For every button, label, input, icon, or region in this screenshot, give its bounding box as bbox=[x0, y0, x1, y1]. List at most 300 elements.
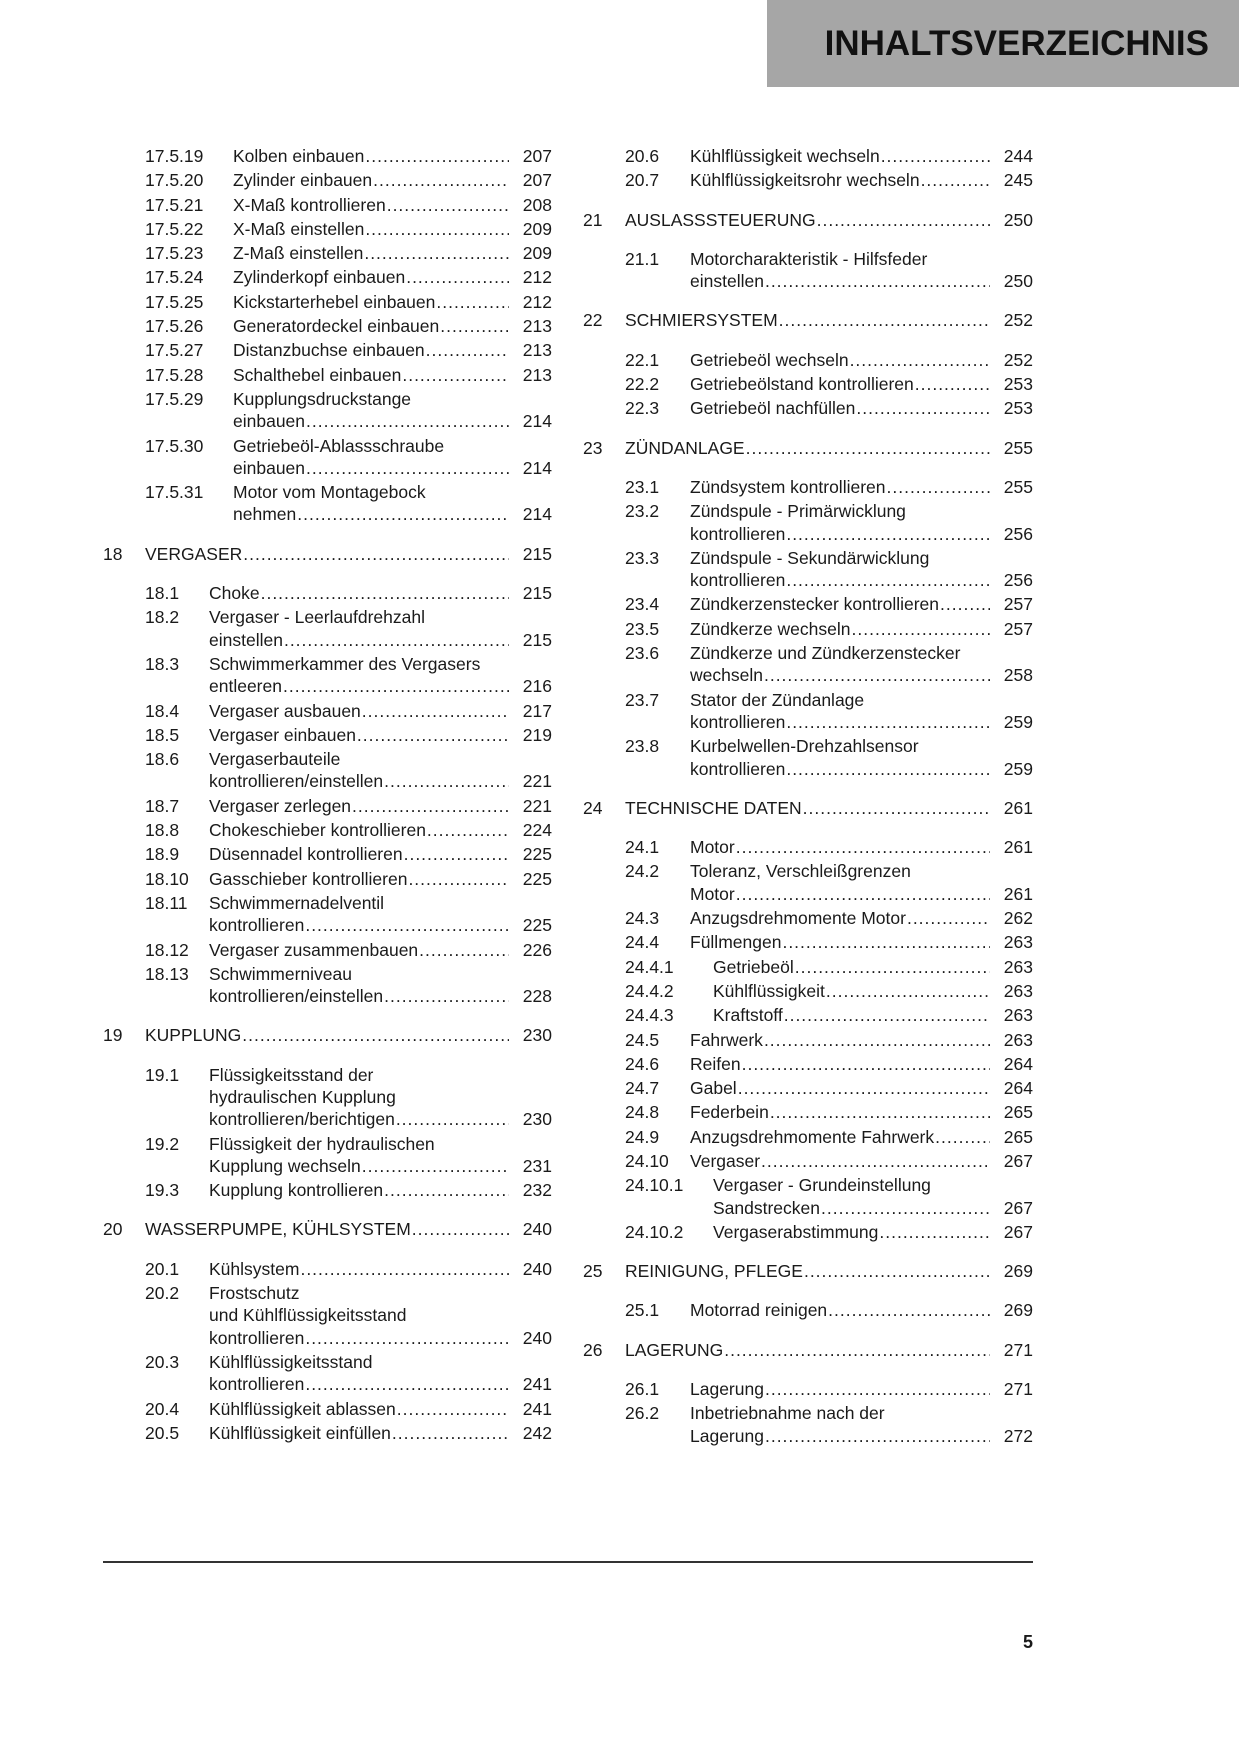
toc-entry[interactable] bbox=[103, 746, 552, 793]
toc-entry[interactable] bbox=[103, 1256, 552, 1280]
toc-entry[interactable] bbox=[103, 362, 552, 386]
toc-entry-title: Federbein bbox=[690, 1102, 769, 1123]
toc-entry[interactable] bbox=[103, 143, 552, 167]
toc-entry-page: 226 bbox=[522, 939, 552, 960]
toc-entry-page: 263 bbox=[1003, 932, 1033, 953]
toc-entry[interactable] bbox=[583, 687, 1033, 734]
toc-leader-dots bbox=[795, 956, 990, 978]
toc-leader-dots bbox=[821, 1197, 990, 1219]
toc-entry[interactable] bbox=[583, 1051, 1033, 1075]
toc-entry-page: 271 bbox=[1003, 1339, 1033, 1360]
toc-leader-dots bbox=[365, 145, 509, 167]
toc-entry-title: Kühlflüssigkeit einfüllen bbox=[209, 1422, 391, 1443]
toc-entry-title: Frostschutz bbox=[209, 1283, 300, 1304]
toc-entry[interactable] bbox=[103, 651, 552, 698]
toc-entry-page: 225 bbox=[522, 915, 552, 936]
toc-entry-page: 264 bbox=[1003, 1078, 1033, 1099]
toc-entry-title: REINIGUNG, PFLEGE bbox=[625, 1261, 803, 1282]
toc-chapter[interactable] bbox=[583, 307, 1033, 331]
toc-entry-page: 213 bbox=[522, 340, 552, 361]
toc-entry-number: 17.5.21 bbox=[145, 194, 204, 215]
toc-entry-page: 231 bbox=[522, 1155, 552, 1176]
toc-entry[interactable] bbox=[583, 371, 1033, 395]
toc-entry-page: 240 bbox=[522, 1258, 552, 1279]
toc-leader-dots bbox=[426, 339, 509, 361]
toc-entry-title: und Kühlflüssigkeitsstand bbox=[209, 1305, 407, 1326]
toc-entry-number: 25 bbox=[583, 1261, 603, 1282]
toc-entry[interactable] bbox=[103, 192, 552, 216]
toc-leader-dots bbox=[427, 819, 509, 841]
toc-leader-dots bbox=[784, 1004, 990, 1026]
toc-entry-number: 18.4 bbox=[145, 700, 180, 721]
toc-leader-dots bbox=[392, 1422, 509, 1444]
toc-entry-title: kontrollieren bbox=[690, 523, 786, 544]
toc-entry-page: 244 bbox=[1003, 146, 1033, 166]
toc-entry[interactable] bbox=[583, 640, 1033, 687]
toc-entry-title: Anzugsdrehmomente Motor bbox=[690, 908, 906, 929]
page-number: 5 bbox=[1022, 1632, 1033, 1652]
toc-entry-title: Schwimmerniveau bbox=[209, 963, 352, 984]
toc-chapter[interactable] bbox=[583, 795, 1033, 819]
toc-entry-title: Getriebeöl-Ablassschraube bbox=[233, 435, 445, 456]
toc-entry-number: 20.1 bbox=[145, 1258, 180, 1279]
toc-entry-page: 240 bbox=[522, 1219, 552, 1240]
toc-entry-title: kontrollieren bbox=[209, 915, 305, 936]
toc-entry[interactable] bbox=[583, 545, 1033, 592]
toc-leader-dots bbox=[412, 1218, 509, 1240]
toc-entry-page: 219 bbox=[522, 724, 552, 745]
toc-entry[interactable] bbox=[103, 817, 552, 841]
toc-entry[interactable] bbox=[583, 1027, 1033, 1051]
toc-column-right bbox=[583, 143, 1033, 1447]
toc-entry-page: 263 bbox=[1003, 1029, 1033, 1050]
toc-chapter[interactable] bbox=[103, 1216, 552, 1240]
toc-entry-number: 19 bbox=[103, 1025, 123, 1046]
toc-leader-dots bbox=[738, 1077, 990, 1099]
toc-entry-page: 214 bbox=[522, 504, 552, 525]
toc-entry-title: X-Maß kontrollieren bbox=[233, 194, 386, 215]
toc-entry-title: Zündkerze und Zündkerzenstecker bbox=[690, 643, 961, 664]
toc-entry-title: kontrollieren bbox=[209, 1327, 305, 1348]
toc-entry[interactable] bbox=[583, 954, 1033, 978]
toc-chapter[interactable] bbox=[103, 541, 552, 565]
toc-leader-dots bbox=[856, 397, 990, 419]
toc-entry-number: 22.3 bbox=[625, 398, 660, 419]
toc-entry-page: 232 bbox=[522, 1180, 552, 1201]
toc-entry-title: Toleranz, Verschleißgrenzen bbox=[690, 861, 911, 882]
toc-entry-title: Zylinder einbauen bbox=[233, 170, 373, 191]
toc-entry-number: 23.7 bbox=[625, 689, 660, 710]
toc-entry-number: 18.9 bbox=[145, 844, 180, 865]
toc-entry[interactable] bbox=[103, 386, 552, 433]
toc-leader-dots bbox=[397, 1398, 509, 1420]
toc-entry-page: 265 bbox=[1003, 1126, 1033, 1147]
toc-entry[interactable] bbox=[583, 498, 1033, 545]
toc-entry-number: 20.7 bbox=[625, 170, 660, 191]
toc-entry-number: 23 bbox=[583, 437, 603, 458]
toc-entry-page: 272 bbox=[1003, 1425, 1033, 1446]
toc-leader-dots bbox=[770, 1101, 990, 1123]
toc-chapter[interactable] bbox=[583, 1337, 1033, 1361]
toc-entry-page: 209 bbox=[522, 218, 552, 239]
toc-entry[interactable] bbox=[103, 937, 552, 961]
toc-entry-title: Z-Maß einstellen bbox=[233, 243, 364, 264]
toc-entry-number: 20.6 bbox=[625, 146, 660, 166]
toc-entry-title: Vergaserabstimmung bbox=[713, 1221, 879, 1242]
toc-entry-number: 20.5 bbox=[145, 1422, 180, 1443]
toc-entry-title: kontrollieren bbox=[209, 1374, 305, 1395]
toc-leader-dots bbox=[826, 980, 990, 1002]
toc-entry-title: Motor bbox=[690, 883, 735, 904]
toc-leader-dots bbox=[305, 914, 509, 936]
toc-leader-dots bbox=[879, 1221, 990, 1243]
page-title: INHALTSVERZEICHNIS bbox=[824, 24, 1209, 63]
toc-entry-number: 17.5.25 bbox=[145, 291, 204, 312]
toc-entry-title: Motorrad reinigen bbox=[690, 1300, 828, 1321]
toc-entry-title: Kupplung kontrollieren bbox=[209, 1180, 384, 1201]
toc-chapter[interactable] bbox=[583, 435, 1033, 459]
toc-entry-number: 23.1 bbox=[625, 476, 660, 497]
toc-entry[interactable] bbox=[103, 289, 552, 313]
toc-entry-title: Zündspule - Sekundärwicklung bbox=[690, 547, 930, 568]
toc-leader-dots bbox=[786, 711, 990, 733]
toc-entry[interactable] bbox=[583, 167, 1033, 191]
header-banner bbox=[767, 0, 1239, 87]
toc-entry-page: 215 bbox=[522, 583, 552, 604]
toc-entry[interactable] bbox=[103, 1280, 552, 1349]
toc-entry-page: 207 bbox=[522, 146, 552, 166]
toc-entry-number: 23.6 bbox=[625, 643, 660, 664]
toc-leader-dots bbox=[297, 503, 509, 525]
toc-entry[interactable] bbox=[103, 890, 552, 937]
toc-entry[interactable] bbox=[583, 978, 1033, 1002]
toc-entry-title: nehmen bbox=[233, 504, 297, 525]
toc-entry-title: einbauen bbox=[233, 457, 306, 478]
toc-entry-title: Gasschieber kontrollieren bbox=[209, 868, 408, 889]
toc-entry-page: 271 bbox=[1003, 1379, 1033, 1400]
toc-entry-number: 26.2 bbox=[625, 1403, 660, 1424]
toc-entry-number: 24.2 bbox=[625, 861, 660, 882]
toc-entry[interactable] bbox=[583, 733, 1033, 780]
toc-entry-number: 17.5.29 bbox=[145, 388, 204, 409]
toc-entry-page: 263 bbox=[1003, 1005, 1033, 1026]
toc-entry-title: Schwimmerkammer des Vergasers bbox=[209, 653, 481, 674]
toc-leader-dots bbox=[779, 309, 990, 331]
toc-entry-number: 18 bbox=[103, 543, 123, 564]
toc-leader-dots bbox=[364, 242, 509, 264]
toc-entry-title: kontrollieren/einstellen bbox=[209, 986, 384, 1007]
toc-entry-page: 267 bbox=[1003, 1150, 1033, 1171]
toc-entry-title: Choke bbox=[209, 583, 260, 604]
toc-leader-dots bbox=[243, 543, 509, 565]
toc-entry-title: Zündspule - Primärwicklung bbox=[690, 501, 906, 522]
toc-entry-page: 212 bbox=[522, 291, 552, 312]
toc-entry-number: 25.1 bbox=[625, 1300, 660, 1321]
toc-leader-dots bbox=[881, 145, 990, 167]
toc-entry-title: Anzugsdrehmomente Fahrwerk bbox=[690, 1126, 935, 1147]
toc-entry-number: 17.5.31 bbox=[145, 482, 204, 503]
toc-entry-number: 23.8 bbox=[625, 736, 660, 757]
toc-entry-page: 257 bbox=[1003, 594, 1033, 615]
toc-entry[interactable] bbox=[103, 1131, 552, 1178]
toc-entry-number: 24.7 bbox=[625, 1078, 660, 1099]
toc-entry-page: 241 bbox=[522, 1374, 552, 1395]
toc-chapter[interactable] bbox=[103, 1022, 552, 1046]
toc-entry-title: Zylinderkopf einbauen bbox=[233, 267, 406, 288]
toc-leader-dots bbox=[887, 476, 991, 498]
toc-leader-dots bbox=[306, 457, 509, 479]
toc-entry-title: kontrollieren bbox=[690, 758, 786, 779]
toc-entry-page: 240 bbox=[522, 1327, 552, 1348]
toc-entry[interactable] bbox=[583, 905, 1033, 929]
toc-entry[interactable] bbox=[583, 1297, 1033, 1321]
toc-entry-title: Flüssigkeitsstand der bbox=[209, 1064, 374, 1085]
toc-entry-page: 209 bbox=[522, 243, 552, 264]
toc-entry[interactable] bbox=[103, 698, 552, 722]
toc-entry-number: 24.4.2 bbox=[625, 980, 674, 1001]
toc-entry[interactable] bbox=[103, 580, 552, 604]
toc-leader-dots bbox=[817, 209, 990, 231]
toc-entry[interactable] bbox=[103, 604, 552, 651]
toc-entry-title: Getriebeöl nachfüllen bbox=[690, 398, 856, 419]
toc-leader-dots bbox=[242, 1024, 509, 1046]
toc-entry-title: Kühlflüssigkeit ablassen bbox=[209, 1398, 396, 1419]
toc-entry[interactable] bbox=[583, 1075, 1033, 1099]
toc-entry-title: Zündkerzenstecker kontrollieren bbox=[690, 594, 940, 615]
toc-entry-page: 261 bbox=[1003, 797, 1033, 818]
toc-entry-title: WASSERPUMPE, KÜHLSYSTEM bbox=[145, 1219, 411, 1240]
toc-entry[interactable] bbox=[583, 1219, 1033, 1243]
toc-entry-page: 215 bbox=[522, 629, 552, 650]
toc-entry-page: 212 bbox=[522, 267, 552, 288]
toc-entry-page: 250 bbox=[1003, 209, 1033, 230]
toc-leader-dots bbox=[803, 797, 990, 819]
toc-leader-dots bbox=[742, 1053, 990, 1075]
toc-entry-page: 259 bbox=[1003, 711, 1033, 732]
toc-entry-page: 252 bbox=[1003, 310, 1033, 331]
toc-chapter[interactable] bbox=[583, 207, 1033, 231]
toc-entry-title: Inbetriebnahme nach der bbox=[690, 1403, 885, 1424]
toc-entry-number: 24.10.2 bbox=[625, 1221, 684, 1242]
toc-leader-dots bbox=[305, 1373, 509, 1395]
toc-entry-number: 24.5 bbox=[625, 1029, 660, 1050]
toc-entry-title: LAGERUNG bbox=[625, 1339, 724, 1360]
toc-leader-dots bbox=[921, 169, 990, 191]
toc-leader-dots bbox=[384, 770, 509, 792]
toc-entry-title: entleeren bbox=[209, 676, 282, 697]
toc-entry-number: 17.5.28 bbox=[145, 364, 204, 385]
toc-entry-page: 263 bbox=[1003, 956, 1033, 977]
toc-entry[interactable] bbox=[103, 866, 552, 890]
toc-leader-dots bbox=[261, 582, 509, 604]
toc-entry[interactable] bbox=[103, 722, 552, 746]
toc-entry[interactable] bbox=[103, 1062, 552, 1131]
toc-entry-number: 17.5.24 bbox=[145, 267, 204, 288]
toc-leader-dots bbox=[283, 675, 509, 697]
toc-leader-dots bbox=[305, 1327, 509, 1349]
toc-entry-title: Zündkerze wechseln bbox=[690, 618, 851, 639]
toc-entry-page: 255 bbox=[1003, 437, 1033, 458]
toc-entry-number: 18.5 bbox=[145, 724, 180, 745]
toc-entry-number: 24.4.3 bbox=[625, 1005, 674, 1026]
toc-leader-dots bbox=[724, 1339, 990, 1361]
toc-entry[interactable] bbox=[103, 1177, 552, 1201]
toc-entry-title: Sandstrecken bbox=[713, 1197, 821, 1218]
toc-leader-dots bbox=[786, 569, 990, 591]
toc-entry[interactable] bbox=[583, 616, 1033, 640]
toc-entry-page: 221 bbox=[522, 771, 552, 792]
toc-entry-number: 20.2 bbox=[145, 1283, 180, 1304]
toc-entry-page: 213 bbox=[522, 364, 552, 385]
toc-entry-number: 19.1 bbox=[145, 1064, 180, 1085]
toc-entry[interactable] bbox=[103, 793, 552, 817]
toc-entry-number: 18.11 bbox=[145, 892, 188, 913]
toc-entry-number: 26.1 bbox=[625, 1379, 660, 1400]
toc-entry-title: Vergaser einbauen bbox=[209, 724, 356, 745]
toc-entry[interactable] bbox=[103, 479, 552, 526]
toc-entry[interactable] bbox=[103, 841, 552, 865]
toc-entry[interactable] bbox=[103, 1349, 552, 1396]
toc-entry-page: 213 bbox=[522, 316, 552, 337]
toc-entry-title: Vergaserbauteile bbox=[209, 749, 341, 770]
toc-entry[interactable] bbox=[103, 337, 552, 361]
toc-leader-dots bbox=[436, 291, 509, 313]
toc-leader-dots bbox=[396, 1108, 509, 1130]
toc-chapter[interactable] bbox=[583, 1258, 1033, 1282]
toc-entry[interactable] bbox=[583, 929, 1033, 953]
toc-entry[interactable] bbox=[583, 1099, 1033, 1123]
toc-entry-title: Kühlflüssigkeitsstand bbox=[209, 1351, 373, 1372]
toc-entry[interactable] bbox=[103, 1420, 552, 1444]
toc-entry-title: SCHMIERSYSTEM bbox=[625, 310, 778, 331]
toc-leader-dots bbox=[765, 1378, 990, 1400]
toc-entry[interactable] bbox=[103, 216, 552, 240]
toc-entry[interactable] bbox=[583, 143, 1033, 167]
toc-entry-number: 23.2 bbox=[625, 501, 660, 522]
toc-entry[interactable] bbox=[583, 474, 1033, 498]
toc-entry-page: 261 bbox=[1003, 883, 1033, 904]
toc-entry-page: 250 bbox=[1003, 271, 1033, 292]
toc-leader-dots bbox=[935, 1126, 990, 1148]
toc-entry-title: Kühlflüssigkeit bbox=[713, 980, 825, 1001]
toc-entry-page: 264 bbox=[1003, 1053, 1033, 1074]
toc-entry[interactable] bbox=[103, 313, 552, 337]
toc-entry-title: KUPPLUNG bbox=[145, 1025, 242, 1046]
toc-entry-title: Distanzbuchse einbauen bbox=[233, 340, 425, 361]
toc-entry-number: 20 bbox=[103, 1219, 123, 1240]
toc-entry-page: 214 bbox=[522, 411, 552, 432]
toc-entry[interactable] bbox=[103, 1396, 552, 1420]
toc-entry[interactable] bbox=[103, 433, 552, 480]
toc-leader-dots bbox=[907, 907, 990, 929]
toc-entry-number: 24 bbox=[583, 797, 603, 818]
toc-entry-page: 269 bbox=[1003, 1300, 1033, 1321]
toc-entry[interactable] bbox=[103, 961, 552, 1008]
toc-entry-title: Kühlsystem bbox=[209, 1258, 300, 1279]
toc-entry-number: 18.1 bbox=[145, 583, 180, 604]
toc-entry-title: Kolben einbauen bbox=[233, 146, 365, 166]
toc-entry-page: 258 bbox=[1003, 665, 1033, 686]
toc-leader-dots bbox=[761, 1150, 990, 1172]
toc-entry[interactable] bbox=[583, 858, 1033, 905]
toc-entry-title: Vergaser zerlegen bbox=[209, 795, 352, 816]
toc-entry-page: 256 bbox=[1003, 570, 1033, 591]
toc-entry-title: Vergaser bbox=[690, 1150, 761, 1171]
toc-leader-dots bbox=[782, 931, 990, 953]
toc-entry-number: 21 bbox=[583, 209, 603, 230]
toc-entry[interactable] bbox=[583, 1002, 1033, 1026]
toc-entry[interactable] bbox=[583, 1172, 1033, 1219]
toc-entry-number: 18.6 bbox=[145, 749, 180, 770]
toc-entry-number: 24.4.1 bbox=[625, 956, 674, 977]
toc-entry-title: einstellen bbox=[209, 629, 283, 650]
toc-entry[interactable] bbox=[583, 246, 1033, 293]
toc-entry[interactable] bbox=[583, 347, 1033, 371]
toc-leader-dots bbox=[352, 795, 509, 817]
toc-leader-dots bbox=[373, 169, 509, 191]
toc-entry-number: 21.1 bbox=[625, 248, 660, 269]
toc-entry[interactable] bbox=[103, 264, 552, 288]
toc-entry[interactable] bbox=[103, 240, 552, 264]
toc-leader-dots bbox=[408, 868, 509, 890]
toc-entry-title: Vergaser - Grundeinstellung bbox=[713, 1175, 931, 1196]
toc-entry-title: Lagerung bbox=[690, 1379, 764, 1400]
toc-entry[interactable] bbox=[583, 1148, 1033, 1172]
toc-entry[interactable] bbox=[583, 834, 1033, 858]
toc-entry-number: 18.7 bbox=[145, 795, 180, 816]
toc-entry-page: 215 bbox=[522, 543, 552, 564]
toc-leader-dots bbox=[940, 593, 990, 615]
toc-entry-page: 267 bbox=[1003, 1197, 1033, 1218]
toc-leader-dots bbox=[306, 410, 509, 432]
toc-entry-page: 225 bbox=[522, 844, 552, 865]
toc-entry-number: 22.1 bbox=[625, 349, 660, 370]
toc-leader-dots bbox=[765, 1425, 990, 1447]
toc-entry[interactable] bbox=[583, 395, 1033, 419]
toc-entry-page: 261 bbox=[1003, 837, 1033, 858]
toc-entry-title: Gabel bbox=[690, 1078, 737, 1099]
toc-entry-number: 20.4 bbox=[145, 1398, 180, 1419]
toc-entry[interactable] bbox=[583, 591, 1033, 615]
toc-entry-number: 18.8 bbox=[145, 820, 180, 841]
toc-entry-number: 19.3 bbox=[145, 1180, 180, 1201]
toc-leader-dots bbox=[736, 836, 990, 858]
toc-entry-page: 253 bbox=[1003, 398, 1033, 419]
toc-entry-title: Reifen bbox=[690, 1053, 741, 1074]
toc-column-left bbox=[103, 143, 552, 1444]
toc-leader-dots bbox=[915, 373, 990, 395]
toc-entry[interactable] bbox=[103, 167, 552, 191]
toc-entry[interactable] bbox=[583, 1400, 1033, 1447]
toc-entry-page: 230 bbox=[522, 1109, 552, 1130]
toc-entry-page: 241 bbox=[522, 1398, 552, 1419]
toc-entry-title: kontrollieren bbox=[690, 570, 786, 591]
toc-entry-number: 22.2 bbox=[625, 374, 660, 395]
toc-leader-dots bbox=[387, 194, 509, 216]
toc-entry[interactable] bbox=[583, 1124, 1033, 1148]
toc-entry-title: Kickstarterhebel einbauen bbox=[233, 291, 436, 312]
toc-entry-title: Chokeschieber kontrollieren bbox=[209, 820, 426, 841]
toc-entry-number: 24.4 bbox=[625, 932, 660, 953]
toc-entry[interactable] bbox=[583, 1376, 1033, 1400]
toc-entry-title: Düsennadel kontrollieren bbox=[209, 844, 403, 865]
toc-entry-page: 214 bbox=[522, 457, 552, 478]
toc-entry-title: Lagerung bbox=[690, 1425, 764, 1446]
toc-entry-number: 17.5.26 bbox=[145, 316, 204, 337]
toc-entry-page: 217 bbox=[522, 700, 552, 721]
toc-entry-title: Vergaser ausbauen bbox=[209, 700, 361, 721]
toc-leader-dots bbox=[786, 523, 990, 545]
